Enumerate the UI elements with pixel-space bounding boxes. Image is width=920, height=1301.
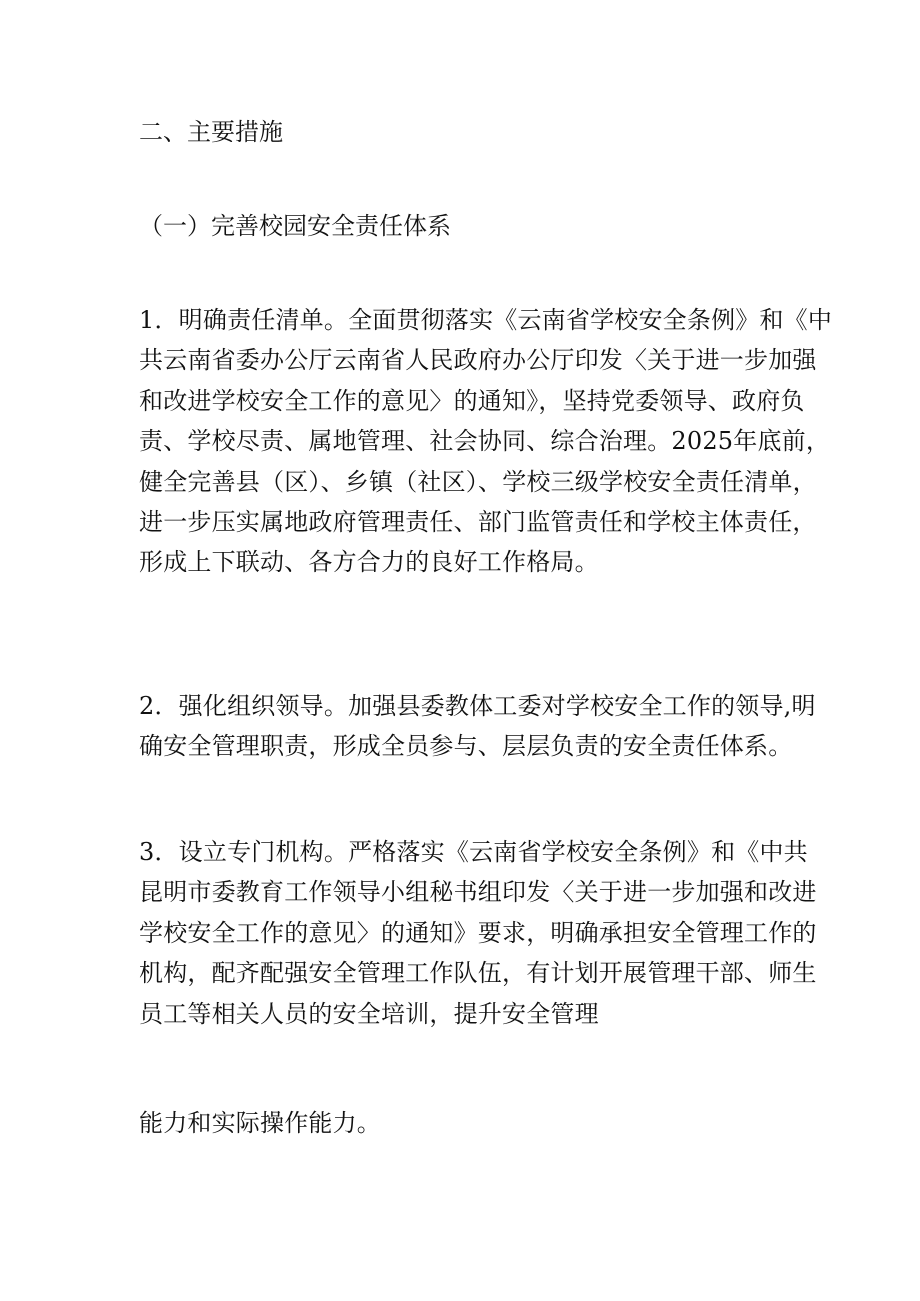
paragraph-line: 和改进学校安全工作的意见〉的通知》，坚持党委领导、政府负: [139, 386, 805, 415]
section-heading: 二、主要措施: [139, 118, 283, 146]
paragraph-line: 昆明市委教育工作领导小组秘书组印发〈关于进一步加强和改进: [139, 878, 817, 907]
paragraph-line: 确安全管理职责，形成全员参与、层层负责的安全责任体系。: [139, 732, 793, 761]
paragraph-line: 责、学校尽责、属地管理、社会协同、综合治理。2025年底前，: [139, 427, 831, 456]
paragraph-line: 能力和实际操作能力。: [139, 1109, 381, 1137]
paragraph-line: 员工等相关人员的安全培训，提升安全管理: [139, 999, 599, 1028]
paragraph-responsibility-list: [139, 300, 833, 583]
paragraph-line: 共云南省委办公厅云南省人民政府办公厅印发〈关于进一步加强: [139, 346, 817, 375]
paragraph-line: 1．明确责任清单。全面贯彻落实《云南省学校安全条例》和《中: [139, 306, 833, 334]
paragraph-line: 健全完善县（区）、乡镇（社区）、学校三级学校安全责任清单，: [139, 467, 817, 496]
paragraph-dedicated-agency: [139, 832, 817, 1034]
paragraph-line: 学校安全工作的意见〉的通知》要求，明确承担安全管理工作的: [139, 918, 817, 947]
paragraph-line: 3．设立专门机构。严格落实《云南省学校安全条例》和《中共: [139, 838, 808, 866]
paragraph-organizational-leadership: [139, 686, 816, 767]
paragraph-line: 机构，配齐配强安全管理工作队伍，有计划开展管理干部、师生: [139, 959, 817, 988]
paragraph-continuation: [139, 1103, 799, 1143]
subsection-heading: （一）完善校园安全责任体系: [139, 212, 451, 240]
paragraph-line: 2．强化组织领导。加强县委教体工委对学校安全工作的领导,明: [139, 692, 816, 720]
paragraph-line: 进一步压实属地政府管理责任、部门监管责任和学校主体责任，: [139, 508, 817, 537]
paragraph-line: 形成上下联动、各方合力的良好工作格局。: [139, 548, 599, 577]
